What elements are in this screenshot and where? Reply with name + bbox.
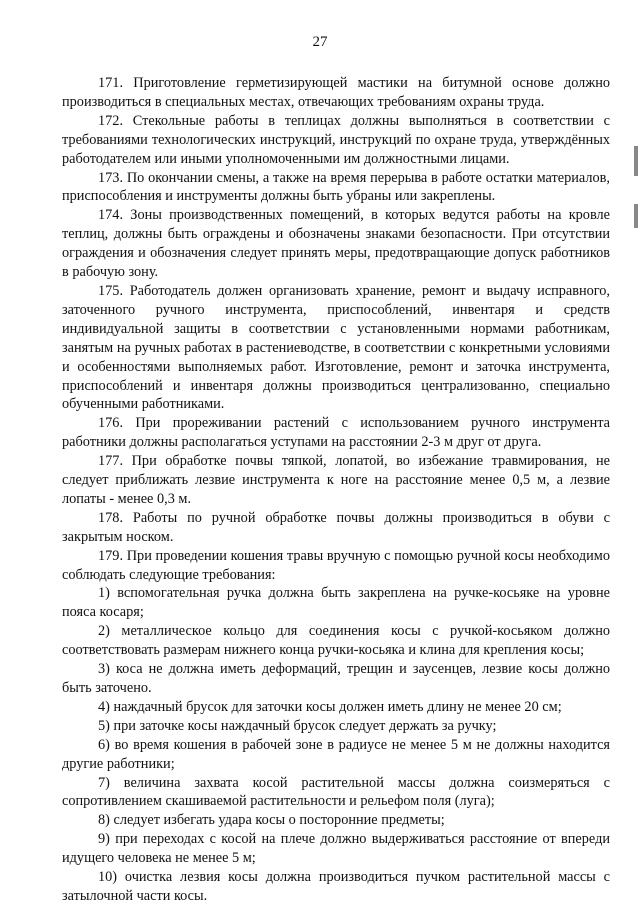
list-item-2: 2) металлическое кольцо для соединения косы с ручкой-косьяком должно соответствовать размерам нижнего конца ручки-косьяка и клина для крепления косы; (62, 623, 610, 659)
page-number: 27 (312, 34, 328, 50)
paragraph-172: 172. Стекольные работы в теплицах должны выполняться в соответствии с требованиями технологических инструкций, инструкций по охране труда, утверждённых работодателем или иными уполномоченными им должностными лицами. (62, 112, 610, 167)
document-body (62, 74, 610, 906)
list-item-3: 3) коса не должна иметь деформаций, трещин и заусенцев, лезвие косы должно быть заточено. (62, 661, 610, 696)
list-item-9: 9) при переходах с косой на плече должно выдерживаться расстояние от впереди идущего человека не менее 5 м; (62, 831, 610, 867)
scan-edge-mark (634, 204, 638, 228)
scan-edge-mark (634, 146, 638, 176)
paragraph-178: 178. Работы по ручной обработке почвы должны производиться в обуви с закрытым носком. (62, 509, 610, 545)
list-item-5: 5) при заточке косы наждачный брусок следует держать за ручку; (98, 717, 497, 734)
paragraph-177: 177. При обработке почвы тяпкой, лопатой, во избежание травмирования, не следует приближать лезвие инструмента к ноге на расстояние менее 0,5 м, а лезвие лопаты - менее 0,3 м. (62, 453, 610, 507)
paragraph-179: 179. При проведении кошения травы вручную с помощью ручной косы необходимо соблюдать следующие требования: (62, 547, 610, 583)
list-item-6: 6) во время кошения в рабочей зоне в радиусе не менее 5 м не должны находится другие работники; (62, 736, 610, 772)
paragraph-175: 175. Работодатель должен организовать хранение, ремонт и выдачу исправного, заточенного ручного инструмента, приспособлений, инвентаря и средств индивидуальной защиты в соответствии с установленными нормами работникам, занятым на ручных работах в растениеводстве, в соответствии с конкретными условиями и особенностями выполняемых работ. Изготовление, ремонт и заточка инструмента, приспособлений и инвентаря должны производиться централизованно, специально обученными работниками. (62, 282, 610, 413)
paragraph-176: 176. При прореживании растений с использованием ручного инструмента работники должны располагаться уступами на расстоянии 2-3 м друг от друга. (62, 415, 610, 451)
list-item-7: 7) величина захвата косой растительной массы должна соизмеряться с сопротивлением скашиваемой растительности и рельефом поля (луга); (62, 774, 610, 810)
list-item-10: 10) очистка лезвия косы должна производиться пучком растительной массы с затылочной части косы. (62, 869, 610, 904)
list-item-1: 1) вспомогательная ручка должна быть закреплена на ручке-косьяке на уровне пояса косаря; (62, 585, 610, 621)
paragraph-171: 171. Приготовление герметизирующей мастики на битумной основе должно производиться в специальных местах, отвечающих требованиям охраны труда. (62, 75, 610, 110)
paragraph-174: 174. Зоны производственных помещений, в которых ведутся работы на кровле теплиц, должны быть ограждены и обозначены знаками безопасности. При отсутствии ограждения и обозначения следует принять меры, предотвращающие допуск работников в рабочую зону. (62, 207, 610, 281)
paragraph-173: 173. По окончании смены, а также на время перерыва в работе остатки материалов, приспособления и инструменты должны быть убраны или закреплены. (62, 169, 610, 205)
list-item-4: 4) наждачный брусок для заточки косы должен иметь длину не менее 20 см; (98, 698, 562, 715)
list-item-8: 8) следует избегать удара косы о посторонние предметы; (98, 812, 445, 829)
